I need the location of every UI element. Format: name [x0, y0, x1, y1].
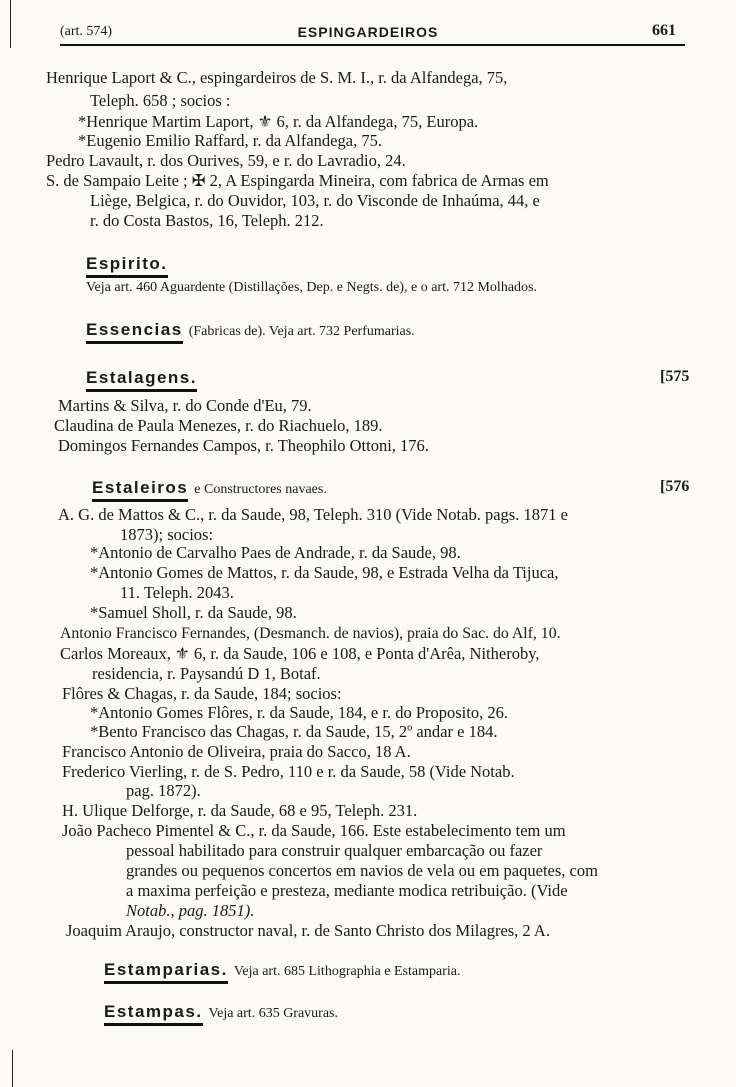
- entry-line: r. do Costa Bastos, 16, Teleph. 212.: [90, 211, 324, 230]
- entry-line: A. G. de Mattos & C., r. da Saude, 98, Teleph. 310 (Vide Notab. pags. 1871 e: [58, 505, 568, 524]
- section-title: Estalagens.: [86, 368, 197, 392]
- entry-line: Notab., pag. 1851).: [126, 901, 255, 920]
- entry-line: H. Ulique Delforge, r. da Saude, 68 e 95, Teleph. 231.: [62, 801, 418, 820]
- section-ref: (Fabricas de). Veja art. 732 Perfumarias.: [188, 324, 415, 339]
- entry-line: Liège, Belgica, r. do Ouvidor, 103, r. do Visconde de Inhaúma, 44, e: [90, 191, 540, 210]
- entry-line: Henrique Laport & C., espingardeiros de S. M. I., r. da Alfandega, 75,: [46, 68, 508, 87]
- section-title: Essencias: [86, 320, 183, 344]
- entry-line: S. de Sampaio Leite ; ✠ 2, A Espingarda Mineira, com fabrica de Armas em: [46, 171, 549, 190]
- section-number: [575: [660, 368, 690, 385]
- section-title: Estampas.: [104, 1002, 203, 1026]
- entry-line: *Eugenio Emilio Raffard, r. da Alfandega, 75.: [78, 131, 382, 150]
- entry-line: *Antonio Gomes de Mattos, r. da Saude, 98, e Estrada Velha da Tijuca,: [90, 563, 559, 582]
- entry-line: Claudina de Paula Menezes, r. do Riachuelo, 189.: [54, 416, 383, 435]
- section-espirito-ref: Veja art. 460 Aguardente (Distillações, Dep. e Negts. de), e o art. 712 Molhados.: [86, 280, 537, 295]
- section-estamparias: [104, 960, 460, 984]
- entry-line: a maxima perfeição e presteza, mediante modica retribuição. (Vide: [126, 881, 568, 900]
- section-espirito: [86, 254, 168, 278]
- entry-line: Antonio Francisco Fernandes, (Desmanch. de navios), praia do Sac. do Alf, 10.: [60, 625, 561, 642]
- entry-line: Francisco Antonio de Oliveira, praia do Sacco, 18 A.: [62, 742, 411, 761]
- header-rule: [60, 44, 685, 46]
- entry-line: Joaquim Araujo, constructor naval, r. de Santo Christo dos Milagres, 2 A.: [66, 921, 550, 940]
- entry-line: *Antonio de Carvalho Paes de Andrade, r. da Saude, 98.: [90, 543, 461, 562]
- entry-line: Carlos Moreaux, ⚜ 6, r. da Saude, 106 e 108, e Ponta d'Arêa, Nitheroby,: [60, 644, 540, 663]
- entry-line: *Antonio Gomes Flôres, r. da Saude, 184, e r. do Proposito, 26.: [90, 703, 508, 722]
- entry-line: 11. Teleph. 2043.: [120, 583, 234, 602]
- entry-line: pessoal habilitado para construir qualquer embarcação ou fazer: [126, 841, 543, 860]
- section-estampas: [104, 1002, 338, 1026]
- entry-line: 1873); socios:: [120, 525, 214, 544]
- section-title: Estaleiros: [92, 478, 188, 502]
- section-estaleiros: [92, 478, 327, 502]
- page-title: ESPINGARDEIROS: [297, 24, 439, 40]
- section-essencias: [86, 320, 415, 344]
- entry-line: *Henrique Martim Laport, ⚜ 6, r. da Alfandega, 75, Europa.: [78, 112, 479, 131]
- entry-line: residencia, r. Paysandú D 1, Botaf.: [92, 664, 321, 683]
- section-ref: Veja art. 685 Lithographia e Estamparia.: [233, 964, 461, 979]
- section-estalagens: [86, 368, 197, 392]
- entry-line: Martins & Silva, r. do Conde d'Eu, 79.: [58, 396, 312, 415]
- entry-line: Domingos Fernandes Campos, r. Theophilo Ottoni, 176.: [58, 436, 429, 455]
- page-number: 661: [652, 22, 676, 39]
- entry-line: Teleph. 658 ; socios :: [90, 91, 231, 110]
- entry-line: João Pacheco Pimentel & C., r. da Saude, 166. Este estabelecimento tem um: [62, 821, 566, 840]
- section-ref: Veja art. 635 Gravuras.: [208, 1006, 338, 1021]
- page-edge-left-bottom: [12, 1050, 13, 1087]
- section-title: Estamparias.: [104, 960, 228, 984]
- entry-line: Pedro Lavault, r. dos Ourives, 59, e r. do Lavradio, 24.: [46, 151, 406, 170]
- entry-line: *Samuel Sholl, r. da Saude, 98.: [90, 603, 297, 622]
- section-title: Espirito.: [86, 254, 168, 278]
- entry-line: pag. 1872).: [126, 781, 201, 800]
- entry-line: grandes ou pequenos concertos em navios de vela ou em paquetes, com: [126, 861, 598, 880]
- section-number: [576: [660, 478, 690, 495]
- entry-line: Flôres & Chagas, r. da Saude, 184; socios:: [62, 684, 342, 703]
- entry-line: Frederico Vierling, r. de S. Pedro, 110 e r. da Saude, 58 (Vide Notab.: [62, 762, 515, 781]
- section-subtitle: e Constructores navaes.: [194, 482, 327, 497]
- header-art-ref: (art. 574): [60, 24, 113, 39]
- entry-line: *Bento Francisco das Chagas, r. da Saude, 15, 2º andar e 184.: [90, 722, 498, 741]
